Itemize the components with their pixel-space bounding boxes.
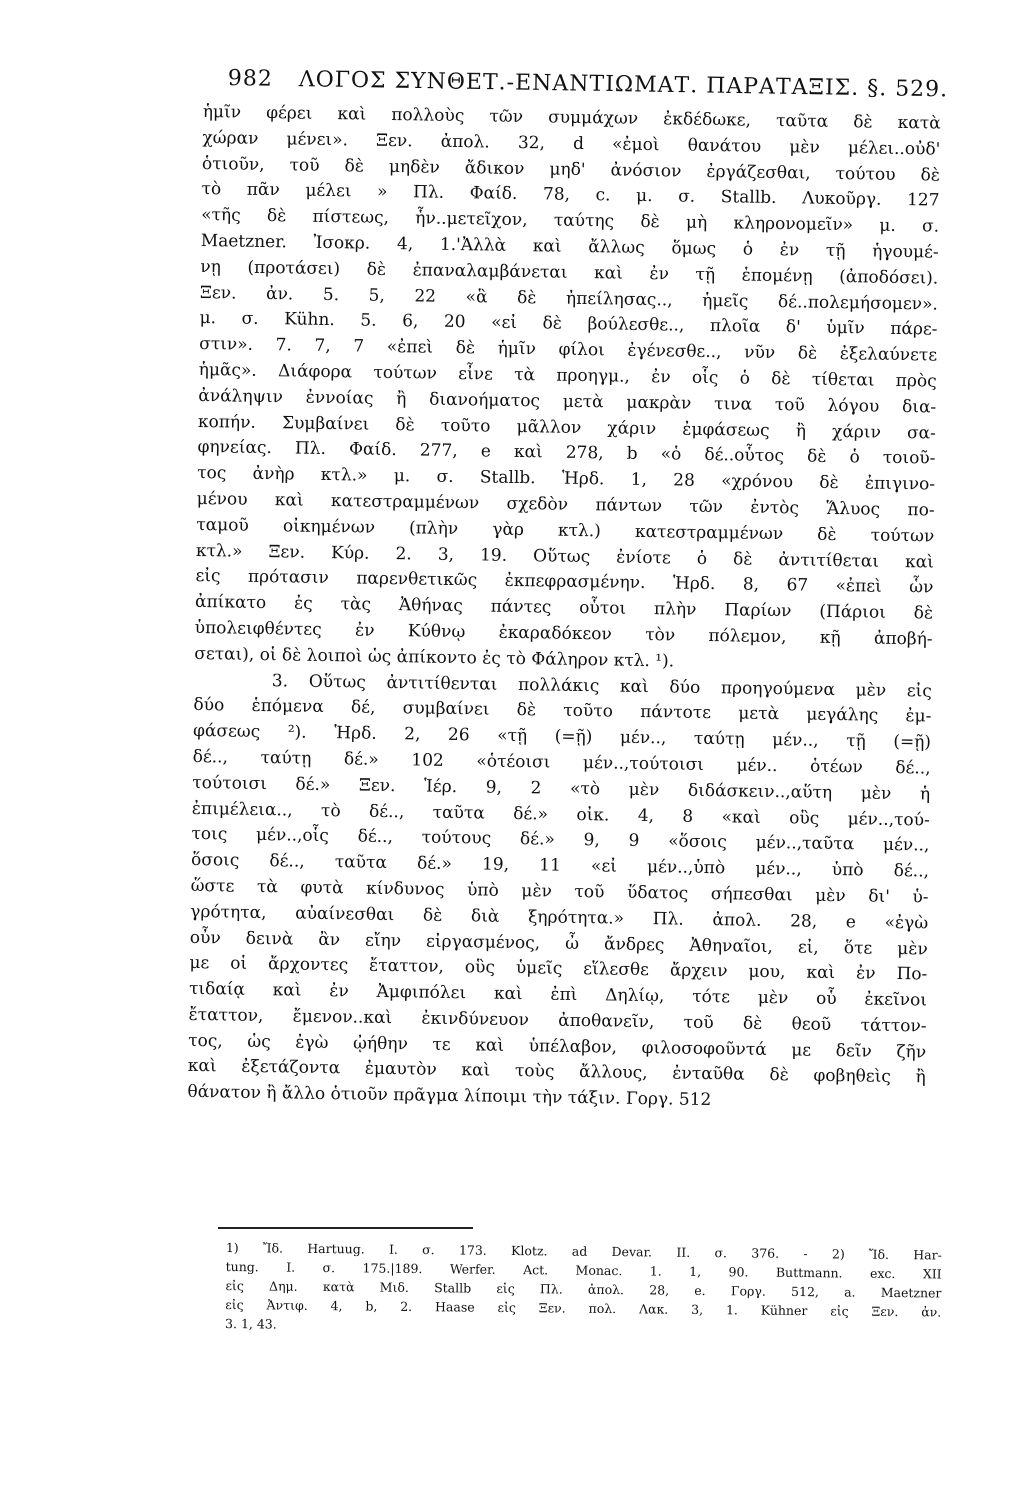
text-line: ἀνάληψιν ἐννοίας ἢ διανοήματος μετὰ μακρὰν τινα τοῦ λόγου δια- bbox=[198, 385, 937, 418]
text-line: μ. σ. Kühn. 5. 6, 20 «εἰ δὲ βούλεσθε.., πλοῖα δ' ὑμῖν πάρε- bbox=[199, 308, 938, 340]
text-line: οὖν δεινὰ ἂν εἴην εἰργασμένος, ὦ ἄνδρες Ἀθηναῖοι, εἰ, ὅτε μὲν bbox=[189, 927, 928, 959]
text-line: ταμοῦ οἰκημένων (πλὴν γὰρ κτλ.) κατεστραμμένων δὲ τούτων bbox=[196, 514, 935, 547]
text-line: μένου καὶ κατεστραμμένων σχεδὸν πάντων τῶν ἐντὸς Ἅλυος πο- bbox=[196, 488, 935, 521]
footnote-line: εἰς Δημ. κατὰ Μιδ. Stallb εἰς Πλ. ἀπολ. 28, e. Γοργ. 512, a. Maetzner bbox=[225, 1277, 942, 1301]
text-line: κτλ.» Ξεν. Κύρ. 2. 3, 19. Οὕτως ἐνίοτε ὁ δὲ ἀντιτίθεται καὶ bbox=[195, 540, 934, 573]
text-line: τὸ πᾶν μέλει » Πλ. Φαίδ. 78, c. μ. σ. Stallb. Λυκοῦργ. 127 bbox=[201, 179, 940, 211]
text-line: νῃ (προτάσει) δὲ ἐπαναλαμβάνεται καὶ ἐν τῇ ἑπομένῃ (ἀποδόσει). bbox=[200, 256, 939, 289]
footnote-line: εἰς Ἀντιφ. 4, b, 2. Haase εἰς Ξεν. πολ. Λακ. 3, 1. Kühner εἰς Ξεν. ἀν. bbox=[225, 1296, 942, 1320]
text-line: φηνείας. Πλ. Φαίδ. 277, e καὶ 278, b «ὁ δέ..οὗτος δὲ ὁ τοιοῦ- bbox=[197, 437, 936, 469]
text-line: ἡμῖν φέρει καὶ πολλοὺς τῶν συμμάχων ἐκδέδωκε, ταῦτα δὲ κατὰ bbox=[202, 101, 941, 134]
footnote-line: 3. 1, 43. bbox=[225, 1315, 277, 1332]
footnote-line: tung. I. σ. 175.|189. Werfer. Act. Monac. 1. 1, 90. Buttmann. exc. XII bbox=[225, 1258, 942, 1282]
text-line: χώραν μένει». Ξεν. ἀπολ. 32, d «ἐμοὶ θανάτου μὲν μέλει..οὐδ' bbox=[202, 127, 941, 160]
footnote-divider bbox=[218, 1227, 473, 1229]
text-line: θάνατον ἢ ἄλλο ὁτιοῦν πρᾶγμα λίποιμι τὴν τάξιν. Γοργ. 512 bbox=[187, 1082, 712, 1111]
text-line: ὑπολειφθέντες ἐν Κύθνῳ ἐκαραδόκεον τὸν πόλεμον, κῇ ἀποβή- bbox=[194, 617, 933, 650]
page-header bbox=[228, 66, 948, 102]
text-line: γρότητα, αὐαίνεσθαι δὲ διὰ ξηρότητα.» Πλ. ἀπολ. 28, e «ἐγὼ bbox=[190, 901, 929, 934]
body-text bbox=[187, 100, 941, 1118]
text-line: τιδαίᾳ καὶ ἐν Ἀμφιπόλει καὶ ἐπὶ Δηλίῳ, τότε μὲν οὗ ἐκεῖνοι bbox=[188, 978, 928, 1011]
text-line: εἰς πρότασιν παρενθετικῶς ἐκπεφρασμένην. Ἡρδ. 8, 67 «ἐπεὶ ὧν bbox=[195, 566, 934, 598]
text-line: στιν». 7. 7, 7 «ἐπεὶ δὲ ἡμῖν φίλοι ἐγένεσθε.., νῦν δὲ ἐξελαύνετε bbox=[199, 334, 938, 366]
text-line: τούτοισι δέ.» Ξεν. Ἱέρ. 9, 2 «τὸ μὲν διδάσκειν..,αὕτη μὲν ἡ bbox=[192, 772, 931, 805]
text-line: ὁτιοῦν, τοῦ δὲ μηδὲν ἄδικον μηδ' ἀνόσιον ἐργάζεσθαι, τούτου δὲ bbox=[201, 153, 941, 186]
text-line: Maetzner. Ἰσοκρ. 4, 1.'Ἀλλὰ καὶ ἄλλως ὅμως ὁ ἐν τῇ ἡγουμέ- bbox=[200, 230, 939, 263]
footnote-line: 1) Ἴδ. Hartuug. I. σ. 173. Klotz. ad Devar. II. σ. 376. - 2) Ἴδ. Har- bbox=[225, 1239, 942, 1263]
text-line: ἔταττον, ἔμενον..καὶ ἐκινδύνευον ἀποθανεῖν, τοῦ δὲ θεοῦ τάττον- bbox=[188, 1004, 927, 1037]
text-line: τος ἀνὴρ κτλ.» μ. σ. Stallb. Ἡρδ. 1, 28 «χρόνου δὲ ἐπιγινο- bbox=[196, 463, 936, 495]
text-line: ἡμᾶς». Διάφορα τούτων εἶνε τὰ προηγμ., ἐν οἷς ὁ δὲ τίθεται πρὸς bbox=[198, 359, 937, 392]
text-line: φάσεως ²). Ἡρδ. 2, 26 «τῇ (=ῇ) μέν.., ταύτῃ μέν.., τῇ (=ῇ) bbox=[192, 721, 932, 753]
text-line: 3. Οὕτως ἀντιτίθενται πολλάκις καὶ δύο προηγούμενα μὲν εἰς bbox=[271, 670, 932, 702]
text-line: κοπήν. Συμβαίνει δὲ τοῦτο μᾶλλον χάριν ἐμφάσεως ἢ χάριν σα- bbox=[197, 411, 937, 444]
text-line: ὅσοις δέ.., ταῦτα δέ.» 19, 11 «εἰ μέν..,ὑπὸ μέν.., ὑπὸ δέ.., bbox=[190, 850, 930, 882]
text-line: «τῆς δὲ πίστεως, ἧν..μετεῖχον, ταύτης δὲ μὴ κληρονομεῖν» μ. σ. bbox=[201, 205, 940, 237]
text-line: ὥστε τὰ φυτὰ κίνδυνος ὑπὸ μὲν τοῦ ὕδατος σήπεσθαι μὲν δι' ὑ- bbox=[190, 875, 929, 908]
text-line: ἐπιμέλεια.., τὸ δέ.., ταῦτα δέ.» οἰκ. 4, 8 «καὶ οὓς μέν..,τού- bbox=[191, 798, 930, 831]
footnotes bbox=[225, 1238, 942, 1340]
text-line: Ξεν. ἀν. 5. 5, 22 «ἃ δὲ ἠπείλησας.., ἡμεῖς δέ..πολεμήσομεν». bbox=[199, 282, 939, 315]
text-line: σεται), οἱ δὲ λοιποὶ ὡς ἀπίκοντο ἐς τὸ Φάληρον κτλ. ¹). bbox=[194, 643, 675, 672]
text-line: ἀπίκατο ἐς τὰς Ἀθήνας πάντες οὗτοι πλὴν Παρίων (Πάριοι δὲ bbox=[194, 592, 934, 624]
text-line: δέ.., ταύτῃ δέ.» 102 «ὁτέοισι μέν..,τούτοισι μέν.. ὁτέων δέ.., bbox=[192, 746, 931, 779]
text-line: με οἱ ἄρχοντες ἔταττον, οὓς ὑμεῖς εἵλεσθε ἄρχειν μου, καὶ ἐν Πο- bbox=[189, 953, 928, 985]
text-line: τοις μέν..,οἷς δέ.., τούτους δέ.» 9, 9 «ὅσοις μέν..,ταῦτα μέν.., bbox=[191, 824, 930, 856]
text-line: δύο ἑπόμενα δέ, συμβαίνει δὲ τοῦτο πάντοτε μετὰ μεγάλης ἐμ- bbox=[193, 695, 932, 727]
running-title: ΛΟΓΟΣ ΣΥΝΘΕΤ.-ΕΝΑΝΤΙΩΜΑΤ. ΠΑΡΑΤΑΞΙΣ. §. 529. bbox=[298, 67, 949, 103]
text-line: καὶ ἐξετάζοντα ἐμαυτὸν καὶ τοὺς ἄλλους, ἐνταῦθα δὲ φοβηθεὶς ἢ bbox=[187, 1056, 926, 1088]
page-number: 982 bbox=[227, 66, 273, 92]
text-line: τος, ὡς ἐγὼ ᾠήθην τε καὶ ὑπέλαβον, φιλοσοφοῦντά με δεῖν ζῆν bbox=[188, 1030, 927, 1063]
